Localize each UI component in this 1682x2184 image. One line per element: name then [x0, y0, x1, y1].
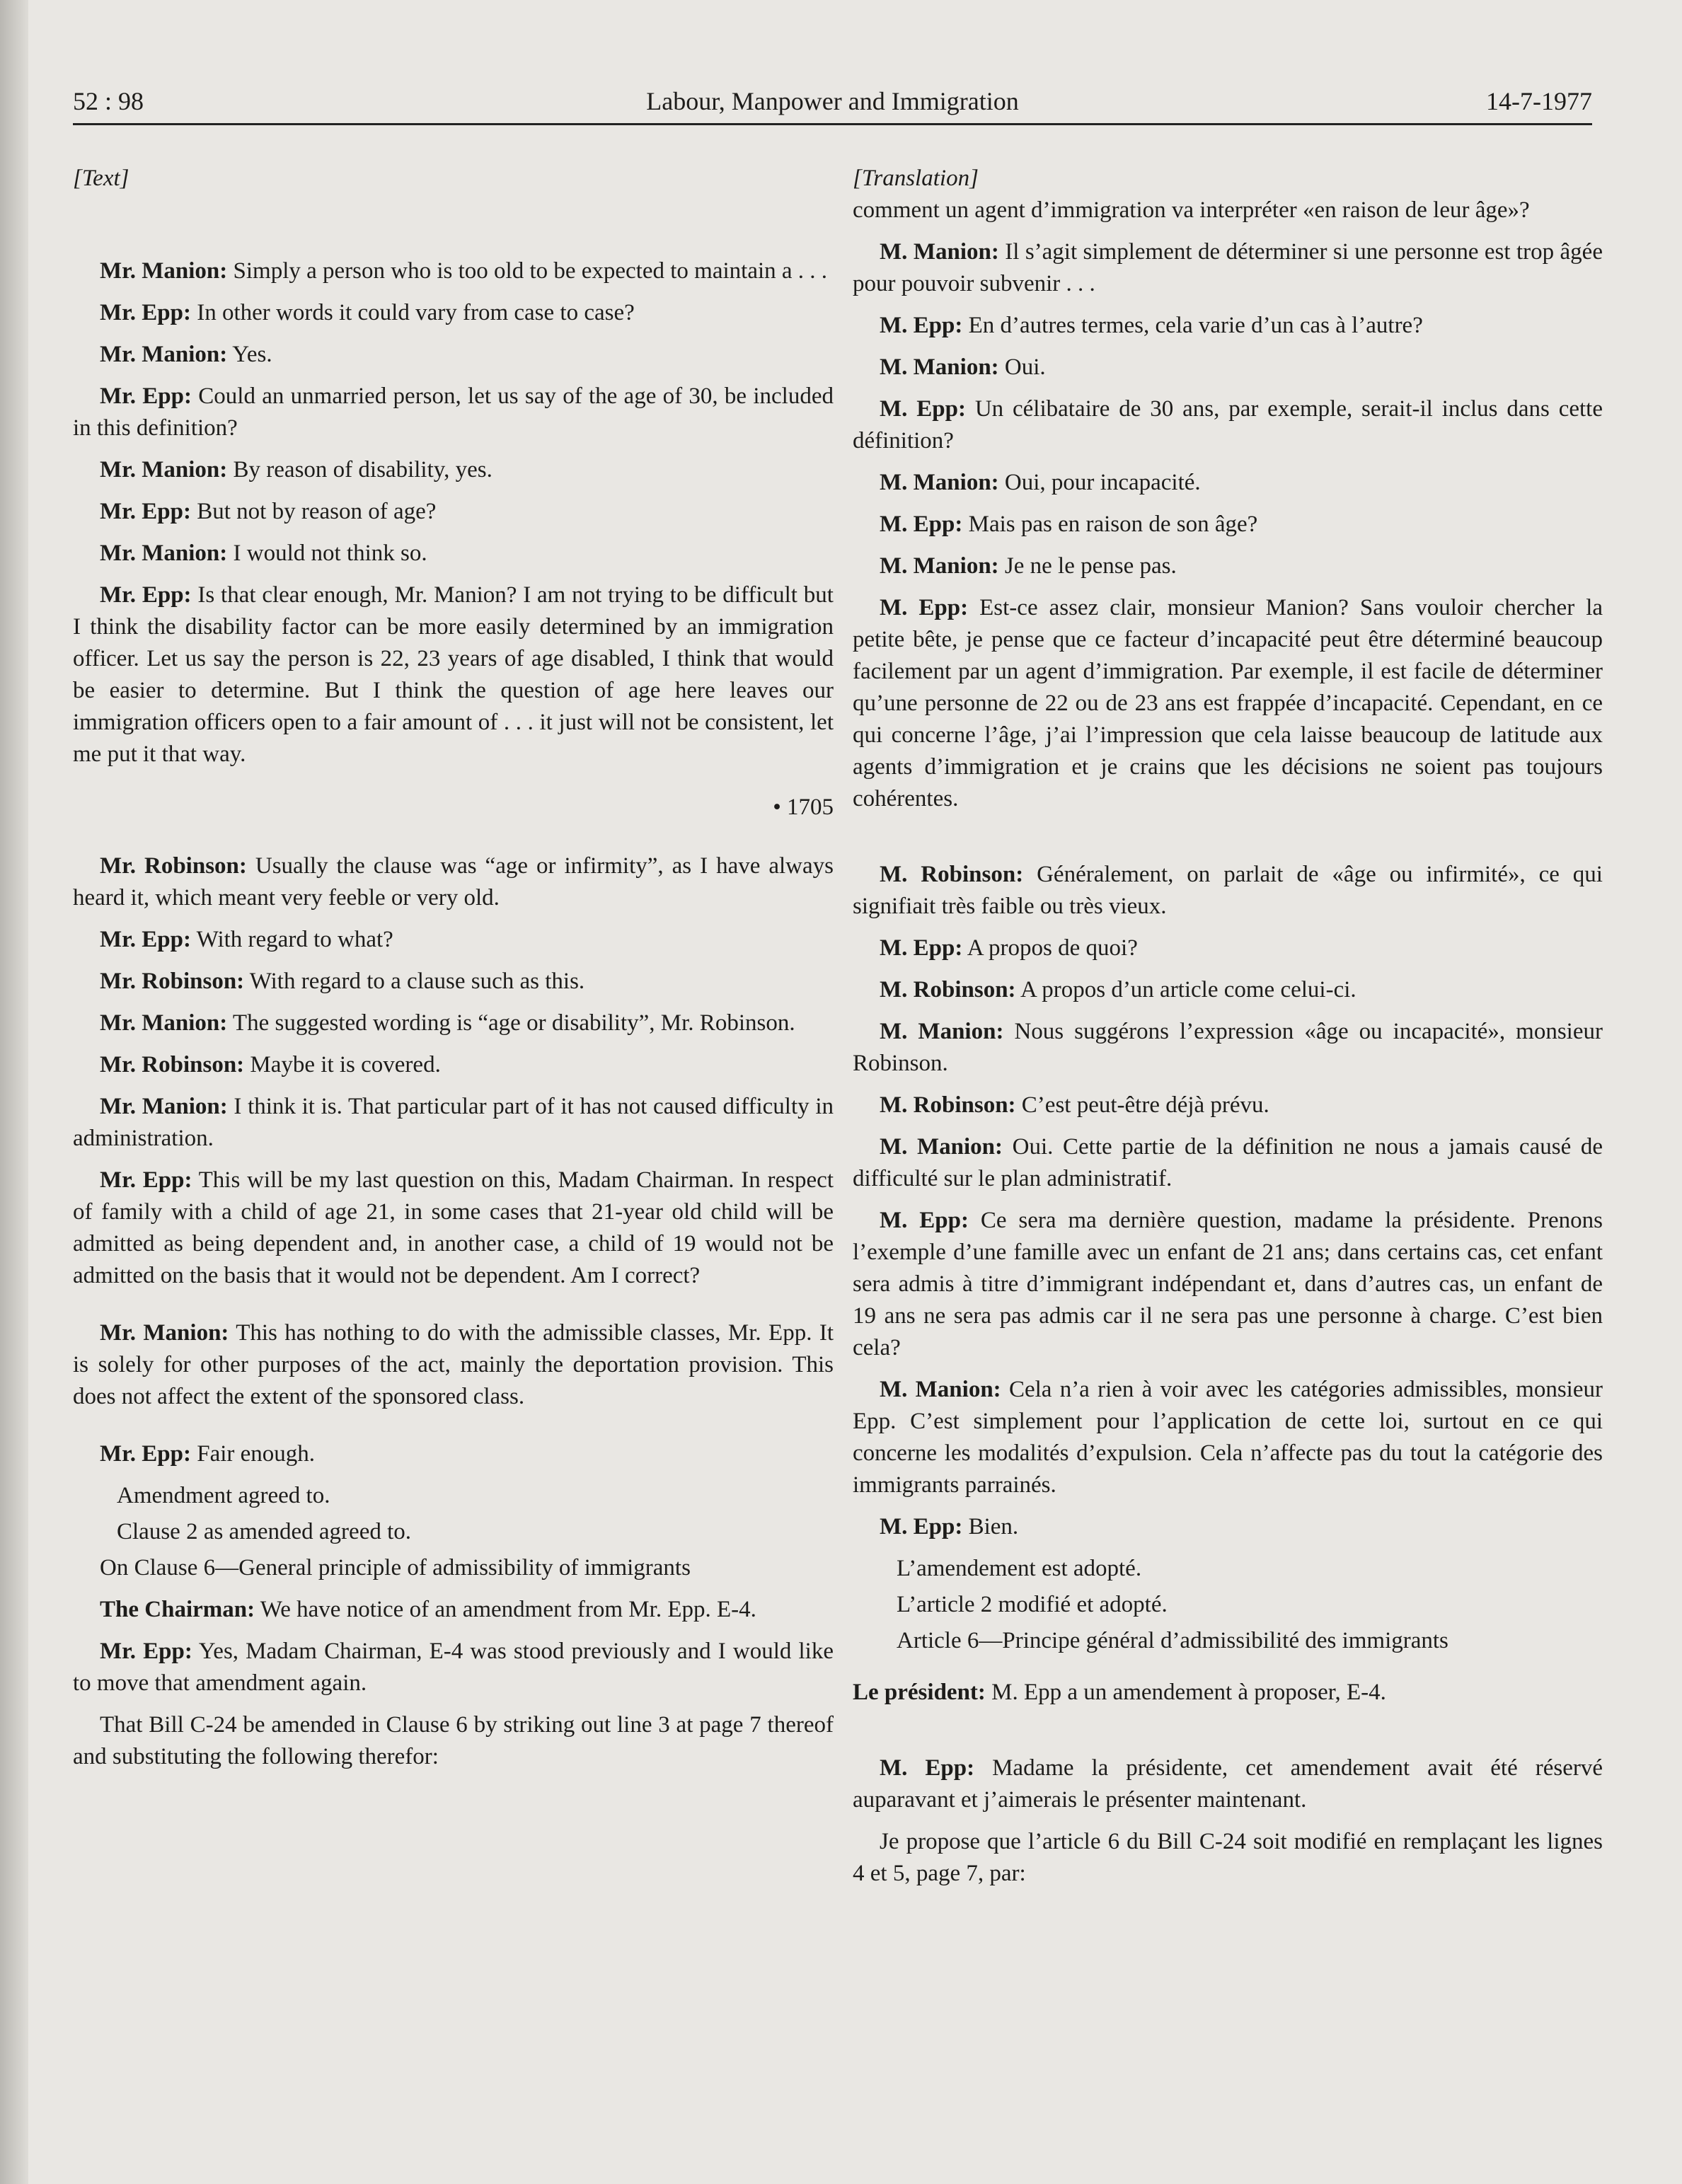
speech-text: Je ne le pense pas. — [998, 553, 1177, 579]
speech-paragraph — [853, 1205, 1603, 1364]
speaker-name: M. Manion: — [880, 239, 999, 265]
speaker-name: M. Epp: — [880, 313, 963, 338]
speech-paragraph — [853, 1131, 1603, 1195]
speech-text: This has nothing to do with the admissible classes, Mr. Epp. It is solely for other purposes of the act, mainly the deportation provision. This does not affect the extent of the sponsored class. — [73, 1320, 834, 1409]
speaker-name: Mr. Manion: — [100, 1094, 228, 1119]
speaker-name: M. Manion: — [880, 1019, 1004, 1044]
speech-text: Oui, pour incapacité. — [998, 470, 1201, 495]
speaker-name: M. Epp: — [880, 1514, 963, 1539]
speaker-name: Mr. Manion: — [100, 1320, 229, 1346]
speaker-name: Mr. Epp: — [100, 1639, 192, 1664]
speaker-name: M. Manion: — [880, 1377, 1001, 1402]
speaker-name: Mr. Robinson: — [100, 853, 247, 879]
motion-text: That Bill C-24 be amended in Clause 6 by striking out line 3 at page 7 thereof and substituting the following therefor: — [73, 1712, 834, 1769]
speech-paragraph — [73, 1049, 834, 1081]
speech-text: Is that clear enough, Mr. Manion? I am not trying to be difficult but I think the disability factor can be more easily determined by an immigration officer. Let us say the person is 22, 23 years of age disabled, I think that would be easier to determine. But I think the question of age here leaves our immigration officers open to a fair amount of . . . it just will not be consistent, let me put it that way. — [73, 582, 834, 767]
speech-paragraph — [73, 1317, 834, 1413]
motion-text: Je propose que l’article 6 du Bill C-24 soit modifié en remplaçant les lignes 4 et 5, page 7, par: — [853, 1829, 1603, 1886]
speech-paragraph — [73, 966, 834, 998]
speech-text: The suggested wording is “age or disability”, Mr. Robinson. — [227, 1010, 795, 1036]
proceeding-note: Clause 2 as amended agreed to. — [117, 1519, 412, 1544]
speech-paragraph — [73, 1007, 834, 1039]
speech-text: M. Epp a un amendement à proposer, E-4. — [985, 1680, 1386, 1705]
speaker-name: M. Epp: — [880, 1755, 975, 1781]
speech-text: Yes, Madam Chairman, E-4 was stood previously and I would like to move that amendment again. — [73, 1639, 834, 1696]
speech-text: With regard to a clause such as this. — [244, 969, 585, 994]
time-marker: • 1705 — [773, 795, 834, 820]
speech-text: In other words it could vary from case to case? — [190, 300, 635, 325]
clause-heading: On Clause 6—General principle of admissibility of immigrants — [100, 1555, 691, 1581]
speaker-name: Mr. Epp: — [100, 1167, 192, 1193]
speech-paragraph — [853, 467, 1603, 499]
header-date: 14-7-1977 — [1486, 87, 1592, 115]
speaker-name: M. Epp: — [880, 595, 969, 620]
speech-text: Bien. — [962, 1514, 1019, 1539]
speaker-name: Mr. Manion: — [100, 258, 228, 284]
speech-paragraph — [73, 924, 834, 956]
speech-text: Généralement, on parlait de «âge ou infirmité», ce qui signifiait très faible ou très vieux. — [853, 862, 1603, 919]
speaker-name: Mr. Epp: — [100, 1441, 191, 1467]
speech-text: But not by reason of age? — [190, 499, 437, 524]
speech-paragraph — [73, 579, 834, 770]
speech-paragraph — [853, 1016, 1603, 1080]
speech-paragraph — [853, 592, 1603, 815]
speaker-name: M. Manion: — [880, 1134, 1003, 1160]
speaker-name: M. Manion: — [880, 354, 999, 380]
speaker-name: The Chairman: — [100, 1597, 255, 1622]
speaker-name: M. Manion: — [880, 470, 999, 495]
speech-paragraph — [853, 1511, 1603, 1543]
speech-paragraph — [73, 339, 834, 371]
speech-text: Oui. Cette partie de la définition ne nous a jamais causé de difficulté sur le plan administratif. — [853, 1134, 1603, 1191]
speech-text: With regard to what? — [190, 927, 393, 952]
header-title: Labour, Manpower and Immigration — [646, 87, 1019, 115]
speech-text: Could an unmarried person, let us say of the age of 30, be included in this definition? — [73, 383, 834, 441]
speech-paragraph — [853, 974, 1603, 1006]
speech-text: Cela n’a rien à voir avec les catégories admissibles, monsieur Epp. C’est simplement pour l’application de cette loi, surtout en ce qui concerne les modalités d’expulsion. Cela n’affecte pas du tout la catégorie des immigrants parrainés. — [853, 1377, 1603, 1498]
speech-text: I would not think so. — [227, 541, 427, 566]
speech-text: En d’autres termes, cela varie d’un cas à l’autre? — [962, 313, 1423, 338]
column-label: [Translation] — [853, 166, 979, 191]
clause-heading: Article 6—Principe général d’admissibilité des immigrants — [897, 1628, 1448, 1653]
speech-paragraph — [73, 1438, 834, 1470]
speech-paragraph — [853, 352, 1603, 383]
speech-text: A propos de quoi? — [962, 935, 1138, 961]
speaker-name: M. Epp: — [880, 512, 963, 537]
speech-text: Maybe it is covered. — [244, 1052, 441, 1077]
page-number: 52 : 98 — [73, 87, 144, 115]
speaker-name: Mr. Robinson: — [100, 1052, 245, 1077]
speech-paragraph — [73, 538, 834, 570]
speech-paragraph — [73, 1594, 834, 1626]
speech-paragraph — [853, 1374, 1603, 1501]
speech-paragraph — [853, 393, 1603, 457]
speech-text: Un célibataire de 30 ans, par exemple, serait-il inclus dans cette définition? — [853, 396, 1603, 453]
speech-text: Simply a person who is too old to be expected to maintain a . . . — [227, 258, 828, 284]
speech-text: Oui. — [998, 354, 1046, 380]
proceeding-note: Amendment agreed to. — [117, 1483, 330, 1508]
speaker-name: Mr. Epp: — [100, 927, 191, 952]
proceeding-note: L’amendement est adopté. — [897, 1556, 1142, 1581]
speaker-name: M. Manion: — [880, 553, 999, 579]
speaker-name: Mr. Manion: — [100, 457, 228, 483]
speech-paragraph — [853, 550, 1603, 582]
speaker-name: Mr. Manion: — [100, 342, 228, 367]
speaker-name: M. Epp: — [880, 935, 963, 961]
speech-text: Usually the clause was “age or infirmity”, as I have always heard it, which meant very feeble or very old. — [73, 853, 834, 911]
french-column — [853, 163, 1603, 1900]
speech-paragraph — [73, 1636, 834, 1699]
speech-text: Nous suggérons l’expression «âge ou incapacité», monsieur Robinson. — [853, 1019, 1603, 1076]
speech-text: Yes. — [227, 342, 272, 367]
speaker-name: M. Robinson: — [880, 1092, 1016, 1118]
speech-paragraph — [853, 859, 1603, 923]
speaker-name: Mr. Epp: — [100, 300, 191, 325]
speaker-name: Mr. Epp: — [100, 383, 192, 409]
speech-paragraph — [853, 1677, 1603, 1709]
speaker-name: M. Robinson: — [880, 862, 1024, 887]
speech-text: This will be my last question on this, Madam Chairman. In respect of family with a child of age 21, in some cases that 21-year old child will be admitted as being dependent and, in another case, a child of 19 would not be admitted on the basis that it would not be dependent. Am I correct? — [73, 1167, 834, 1288]
speech-paragraph — [73, 454, 834, 486]
proceeding-note: L’article 2 modifié et adopté. — [897, 1592, 1168, 1617]
speaker-name: Mr. Manion: — [100, 1010, 228, 1036]
speech-text: By reason of disability, yes. — [227, 457, 492, 483]
speaker-name: Mr. Robinson: — [100, 969, 245, 994]
speaker-name: M. Epp: — [880, 396, 966, 422]
speech-text: We have notice of an amendment from Mr. Epp. E-4. — [255, 1597, 756, 1622]
speech-text: Est-ce assez clair, monsieur Manion? Sans vouloir chercher la petite bête, je pense que ce facteur d’incapacité peut être déterminé beaucoup facilement par un agent d’immigration. Par exemple, il est facile de déterminer qu’une personne de 22 ou de 23 ans est frappée d’incapacité. Cependant, en ce qui concerne l’âge, j’ai l’impression que cela laisse beaucoup de latitude aux agents d’immigration et je crains que les décisions ne soient pas toujours cohérentes. — [853, 595, 1603, 811]
speech-text: Ce sera ma dernière question, madame la présidente. Prenons l’exemple d’une famille avec un enfant de 21 ans; dans certains cas, cet enfant sera admis à titre d’immigrant indépendant et, dans d’autres cas, un enfant de 19 ans ne sera pas admis car il ne sera pas une personne à charge. C’est bien cela? — [853, 1208, 1603, 1360]
speech-text: I think it is. That particular part of it has not caused difficulty in administration. — [73, 1094, 834, 1151]
speaker-name: Mr. Epp: — [100, 499, 191, 524]
speech-paragraph — [73, 1165, 834, 1292]
speech-paragraph — [73, 255, 834, 287]
speech-text: A propos d’un article come celui-ci. — [1015, 977, 1356, 1003]
speech-paragraph — [73, 850, 834, 914]
speech-text: Madame la présidente, cet amendement avait été réservé auparavant et j’aimerais le présenter maintenant. — [853, 1755, 1603, 1813]
speech-paragraph — [853, 236, 1603, 300]
column-label: [Text] — [73, 166, 129, 191]
speech-text: Mais pas en raison de son âge? — [962, 512, 1258, 537]
speech-paragraph — [73, 1091, 834, 1155]
speech-paragraph — [73, 297, 834, 329]
speaker-name: Mr. Epp: — [100, 582, 192, 608]
speaker-name: Le président: — [853, 1680, 986, 1705]
speaker-name: Mr. Manion: — [100, 541, 228, 566]
page-binding-shadow — [0, 0, 28, 2184]
speech-continuation: comment un agent d’immigration va interpréter «en raison de leur âge»? — [853, 197, 1530, 223]
speech-paragraph — [853, 509, 1603, 541]
speech-paragraph — [853, 310, 1603, 342]
speech-paragraph — [853, 1752, 1603, 1816]
speaker-name: M. Epp: — [880, 1208, 969, 1233]
speech-paragraph — [853, 932, 1603, 964]
running-header — [73, 81, 1592, 125]
speech-paragraph — [73, 381, 834, 444]
speech-paragraph — [853, 1090, 1603, 1121]
speaker-name: M. Robinson: — [880, 977, 1016, 1003]
speech-paragraph — [73, 496, 834, 528]
speech-text: C’est peut-être déjà prévu. — [1015, 1092, 1269, 1118]
speech-text: Fair enough. — [190, 1441, 316, 1467]
speech-text: Il s’agit simplement de déterminer si une personne est trop âgée pour pouvoir subvenir . . . — [853, 239, 1603, 296]
english-column — [73, 163, 834, 1783]
